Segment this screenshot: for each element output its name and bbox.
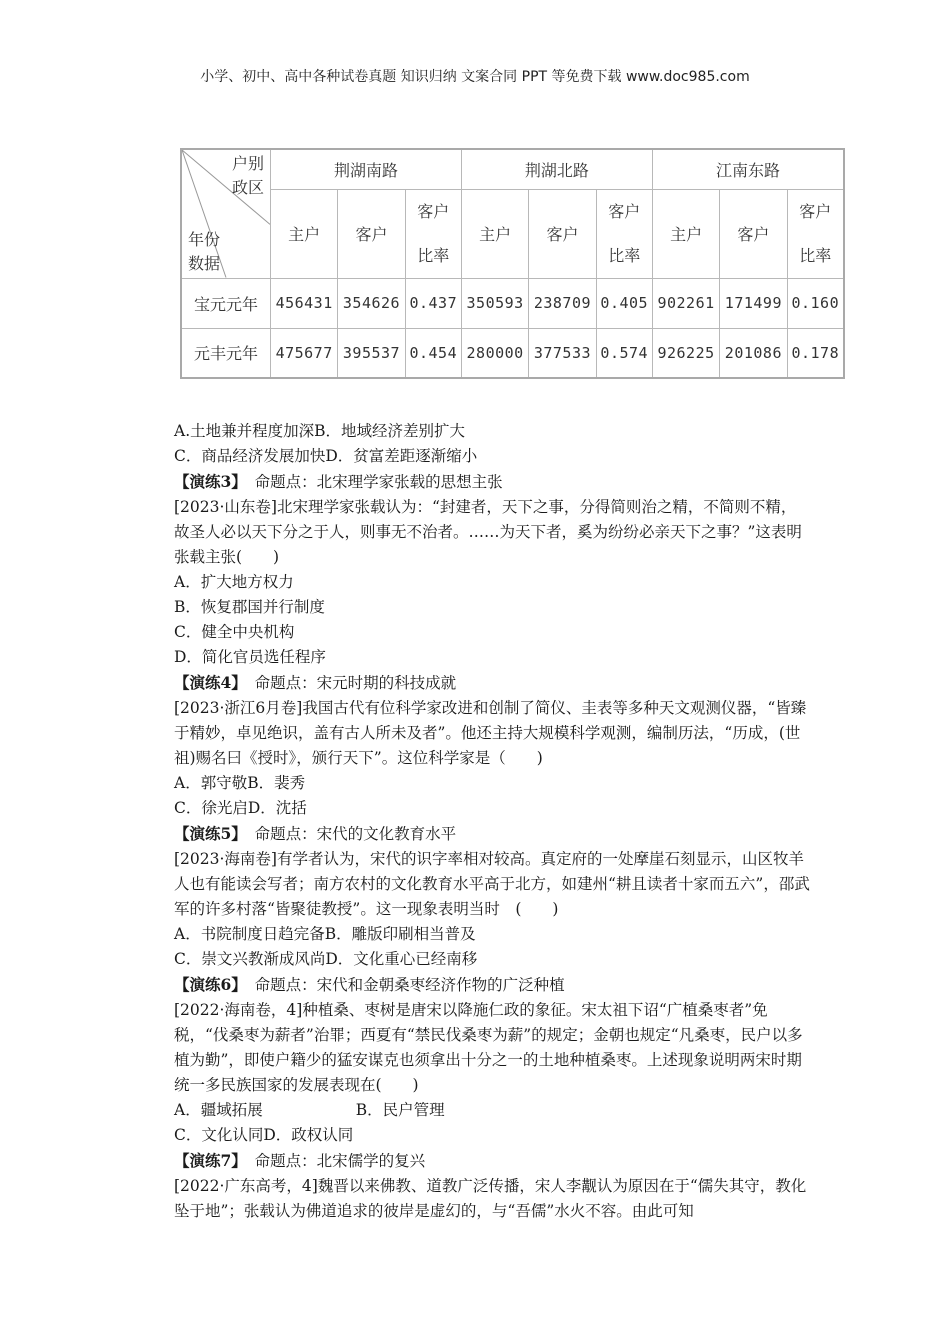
data-cell: 0.437 <box>405 278 461 328</box>
sub-header: 客户 比率 <box>596 189 652 278</box>
option-line: A.土地兼并程度加深B．地域经济差别扩大 <box>174 422 466 440</box>
exercise-topic: 命题点：宋元时期的科技成就 <box>254 674 457 692</box>
question-stem: [2023·山东卷]北宋理学家张载认为：“封建者，天下之事，分得简则治之精，不简则不精，故圣人必以天下分之于人，则事无不治者。……为天下者，奚为纷纷必亲天下之事？”这表明张载主张( ) <box>174 498 802 566</box>
sub-header: 主户 <box>652 189 719 278</box>
data-cell: 350593 <box>461 278 528 328</box>
exercise-label: 【演练4】 <box>174 673 240 692</box>
sub-header: 主户 <box>271 189 338 278</box>
exercise-heading <box>150 821 810 847</box>
question-stem: [2023·海南卷]有学者认为，宋代的识字率相对较高。真定府的一处摩崖石刻显示，山区牧羊人也有能读会写者；南方农村的文化教育水平高于北方，如建州“耕且读者十家而五六”，邵武军的许多村落“皆聚徒教授”。这一现象表明当时 ( ) <box>174 850 810 918</box>
exercise-topic: 命题点：宋代的文化教育水平 <box>254 825 457 843</box>
data-cell: 456431 <box>271 278 338 328</box>
corner-top-label: 户别 政区 <box>231 154 264 197</box>
table-row <box>181 278 844 328</box>
data-cell: 0.160 <box>787 278 844 328</box>
exercise-label: 【演练7】 <box>174 1151 240 1170</box>
data-cell: 377533 <box>529 328 596 378</box>
option-line: C．崇文兴教渐成风尚D．文化重心已经南移 <box>174 950 478 968</box>
exercise-heading <box>150 1148 810 1174</box>
option-line: C．文化认同D．政权认同 <box>174 1126 354 1144</box>
sub-header: 客户 比率 <box>787 189 844 278</box>
data-cell: 238709 <box>529 278 596 328</box>
exercise-label: 【演练5】 <box>174 824 240 843</box>
question-content <box>150 419 810 1224</box>
data-cell: 0.405 <box>596 278 652 328</box>
data-cell: 354626 <box>338 278 405 328</box>
year-cell: 宝元元年 <box>181 278 271 328</box>
exercise-label: 【演练3】 <box>174 472 240 491</box>
question-stem: [2023·浙江6月卷]我国古代有位科学家改进和创制了简仪、圭表等多种天文观测仪器，“皆臻于精妙，卓见绝识，盖有古人所未及者”。他还主持大规模科学观测，编制历法，“历成，(世祖)赐名曰《授时》，颁行天下”。这位科学家是（ ) <box>174 699 807 767</box>
option-line: A．书院制度日趋完备B．雕版印刷相当普及 <box>174 925 476 943</box>
option-line: B．恢复郡国并行制度 <box>174 598 325 616</box>
region-header: 荆湖南路 <box>271 149 462 189</box>
exercise-topic: 命题点：北宋儒学的复兴 <box>254 1152 426 1170</box>
option-line: A．疆域拓展 B．民户管理 <box>174 1101 445 1119</box>
exercise-topic: 命题点：宋代和金朝桑枣经济作物的广泛种植 <box>254 976 565 994</box>
option-line: C．商品经济发展加快D．贫富差距逐渐缩小 <box>174 447 478 465</box>
region-header: 江南东路 <box>652 149 844 189</box>
exercise-topic: 命题点：北宋理学家张载的思想主张 <box>254 473 503 491</box>
data-cell: 280000 <box>461 328 528 378</box>
exercise-label: 【演练6】 <box>174 975 240 994</box>
data-cell: 926225 <box>652 328 719 378</box>
question-stem: [2022·海南卷，4]种植桑、枣树是唐宋以降施仁政的象征。宋太祖下诏“广植桑枣者”免税，“伐桑枣为薪者”治罪；西夏有“禁民伐桑枣为薪”的规定；金朝也规定“凡桑枣，民户以多植为勤”，即使户籍少的猛安谋克也须拿出十分之一的土地种植桑枣。上述现象说明两宋时期统一多民族国家的发展表现在( ) <box>174 1001 803 1094</box>
table-row <box>181 328 844 378</box>
option-line: C．健全中央机构 <box>174 623 295 641</box>
exercise-heading <box>150 469 810 495</box>
exercise-heading <box>150 670 810 696</box>
table-corner-cell <box>181 149 271 278</box>
sub-header: 客户 比率 <box>405 189 461 278</box>
exercise-heading <box>150 972 810 998</box>
data-cell: 0.454 <box>405 328 461 378</box>
question-stem: [2022·广东高考，4]魏晋以来佛教、道教广泛传播，宋人李觏认为原因在于“儒失其守，教化坠于地”；张载认为佛道追求的彼岸是虚幻的，与“吾儒”水火不容。由此可知 <box>174 1177 807 1220</box>
household-table <box>180 148 845 379</box>
year-cell: 元丰元年 <box>181 328 271 378</box>
data-cell: 902261 <box>652 278 719 328</box>
sub-header: 客户 <box>529 189 596 278</box>
sub-header: 主户 <box>461 189 528 278</box>
data-cell: 171499 <box>720 278 787 328</box>
sub-header: 客户 <box>720 189 787 278</box>
data-cell: 395537 <box>338 328 405 378</box>
option-line: A．扩大地方权力 <box>174 573 294 591</box>
data-cell: 201086 <box>720 328 787 378</box>
data-cell: 475677 <box>271 328 338 378</box>
option-line: D．简化官员选任程序 <box>174 648 326 666</box>
option-line: C．徐光启D．沈括 <box>174 799 307 817</box>
corner-bottom-label: 年份 数据 <box>188 229 221 273</box>
page-header[interactable]: 小学、初中、高中各种试卷真题 知识归纳 文案合同 PPT 等免费下载 www.doc985.com <box>200 69 750 85</box>
option-line: A．郭守敬B．裴秀 <box>174 774 306 792</box>
data-cell: 0.574 <box>596 328 652 378</box>
data-cell: 0.178 <box>787 328 844 378</box>
sub-header: 客户 <box>338 189 405 278</box>
region-header: 荆湖北路 <box>461 149 652 189</box>
